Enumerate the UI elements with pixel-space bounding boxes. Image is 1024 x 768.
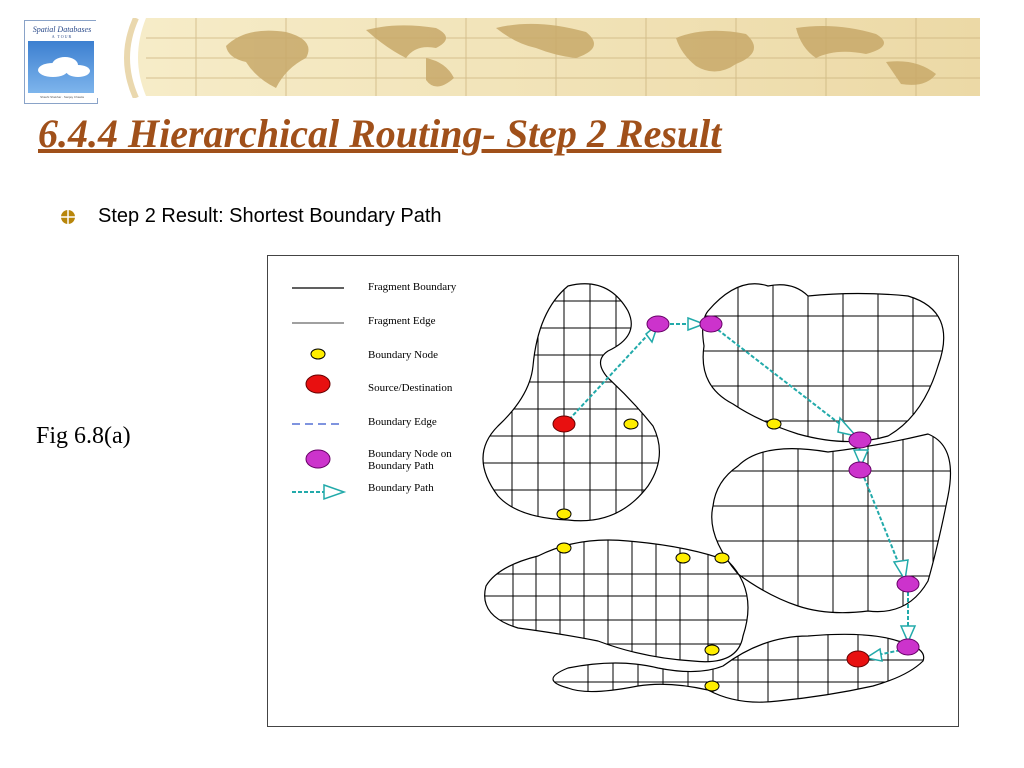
legend-path-boundary-node [306, 448, 452, 472]
slide-title: 6.4.4 Hierarchical Routing- Step 2 Result [38, 111, 722, 156]
legend [292, 281, 457, 499]
routing-figure [267, 255, 959, 727]
legend-label-fragment-edge: Fragment Edge [368, 315, 436, 327]
legend-boundary-node [311, 349, 438, 361]
legend-label-path-node-1: Boundary Node on [368, 448, 452, 460]
fragment-edges-top-left [468, 256, 688, 556]
legend-fragment-boundary [292, 281, 457, 293]
legend-label-source-destination: Source/Destination [368, 382, 453, 394]
legend-fragment-edge [292, 315, 436, 327]
legend-label-boundary-node: Boundary Node [368, 349, 438, 361]
legend-boundary-edge [292, 416, 437, 428]
fragment-edges-bottom-left [468, 526, 768, 676]
figure-caption: Fig 6.8(a) [36, 423, 131, 449]
bullet-text: Step 2 Result: Shortest Boundary Path [98, 205, 442, 227]
legend-label-boundary-path: Boundary Path [368, 482, 434, 494]
legend-label-fragment-boundary: Fragment Boundary [368, 281, 457, 293]
bullet-item [60, 205, 442, 228]
crosshair-bullet-icon [60, 209, 76, 225]
logo-sky-image [28, 41, 94, 93]
book-cover-logo [24, 20, 98, 104]
fragment-edges-top-right [688, 256, 960, 456]
world-map-banner [136, 18, 980, 96]
fragment-top-left [483, 284, 659, 521]
logo-subtitle: A TOUR [51, 34, 73, 39]
boundary-path-arrowheads [646, 318, 915, 661]
logo-authors: Shashi Shekhar · Sanjay Chawla [40, 95, 84, 99]
legend-label-path-node-2: Boundary Path [368, 460, 434, 472]
fragment-top-right [703, 284, 944, 442]
logo-title: Spatial Databases [32, 25, 92, 34]
legend-boundary-path [292, 482, 434, 499]
routing-diagram [268, 256, 960, 728]
legend-source-destination [306, 375, 453, 394]
legend-label-boundary-edge: Boundary Edge [368, 416, 437, 428]
